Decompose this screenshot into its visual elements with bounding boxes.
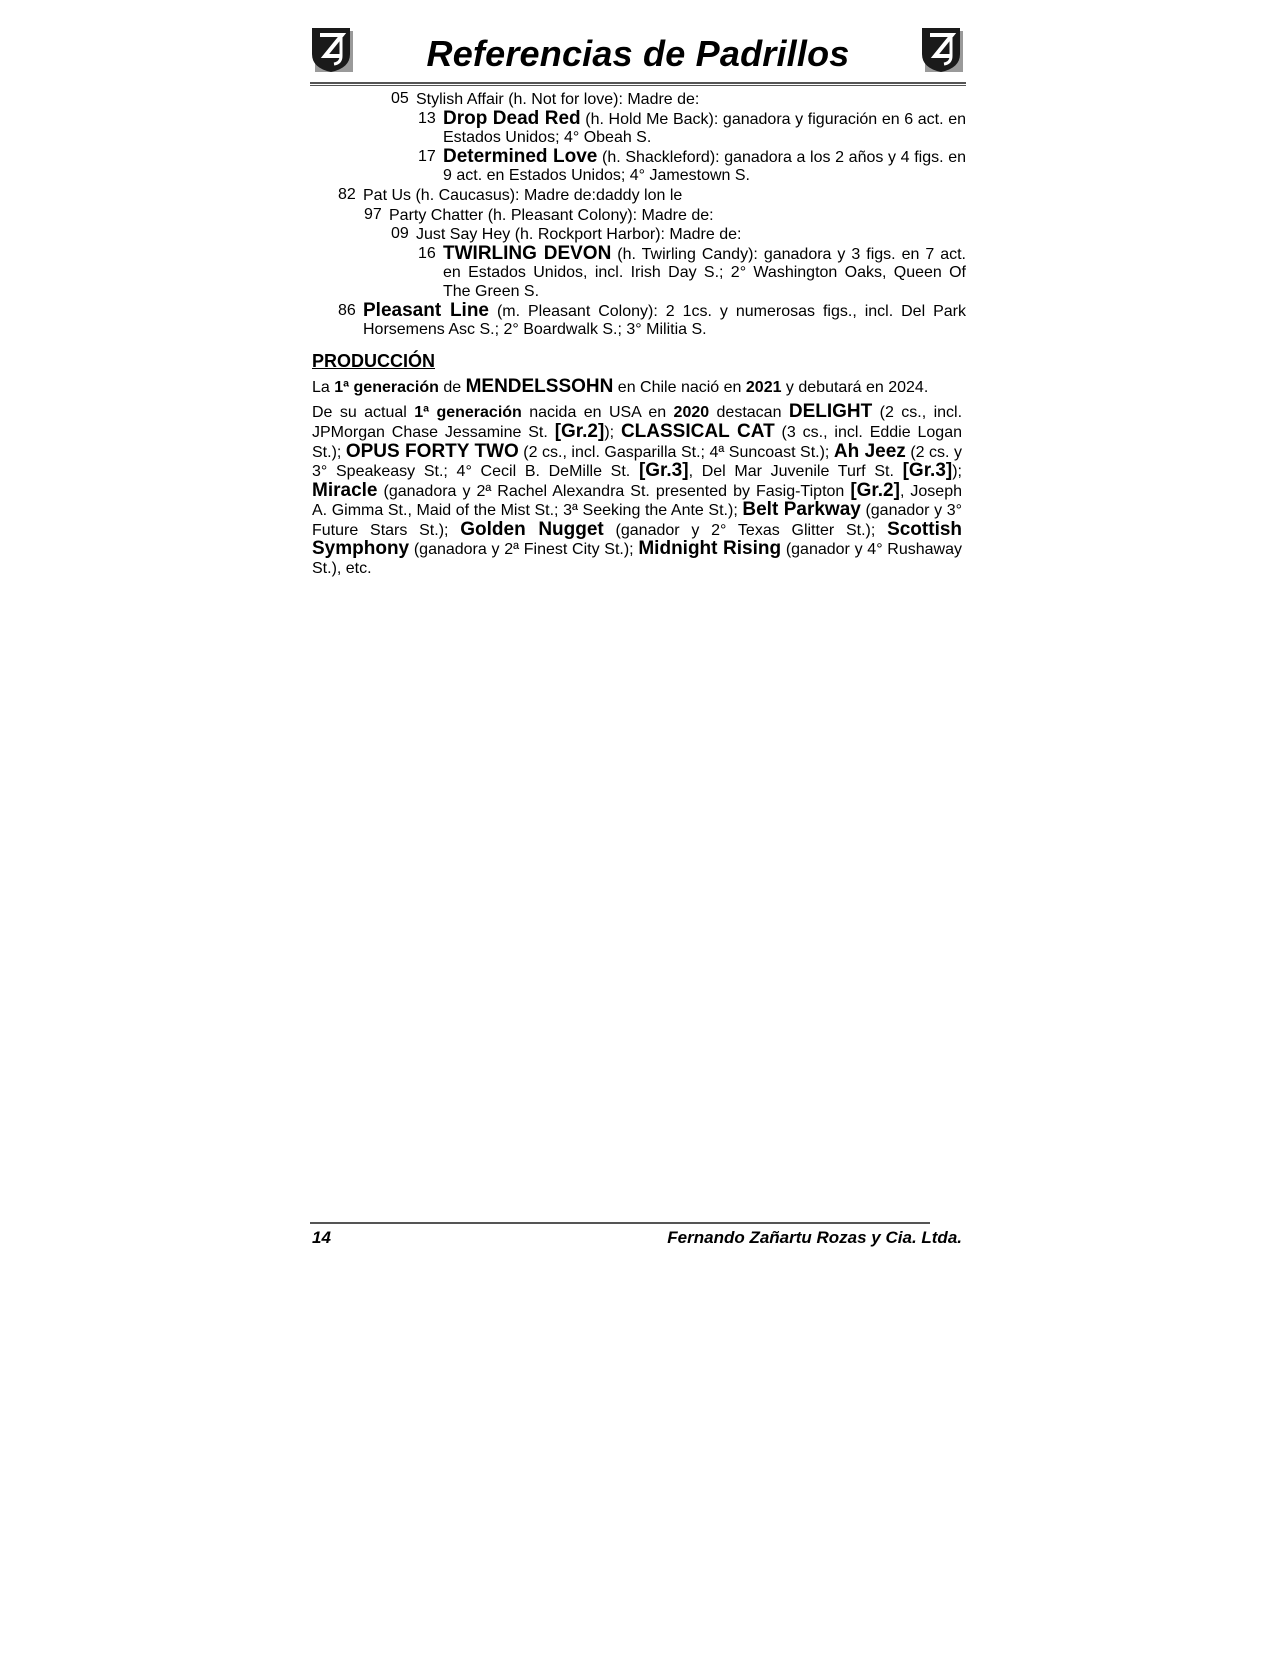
header-divider [310, 82, 966, 86]
entry-text: Stylish Affair (h. Not for love): Madre de: [416, 91, 700, 108]
pedigree-entry [310, 145, 967, 186]
text: La [312, 378, 335, 396]
grade-badge: [Gr.3] [902, 460, 953, 482]
production-heading: PRODUCCIÓN [312, 350, 436, 371]
grade-badge: [Gr.2] [850, 479, 900, 501]
text: (ganadora y 2ª Rachel Alexandra St. presented by Fasig-Tipton [377, 482, 851, 500]
horse-name: CLASSICAL CAT [620, 420, 775, 442]
horse-name: Determined Love [443, 145, 598, 167]
horse-name: Golden Nugget [460, 518, 604, 540]
entry-text: Pat Us (h. Caucasus): Madre de:daddy lon le [363, 186, 683, 204]
page-title: Referencias de Padrillos [426, 33, 850, 74]
page-number: 14 [312, 1228, 331, 1247]
entry-text: (h. Hold Me Back): ganadora y figuración en 6 act. en Estados Unidos; 4° Obeah S. [443, 110, 966, 147]
grade-badge: [Gr.3] [638, 460, 689, 482]
bold-text: 1ª generación [414, 404, 522, 422]
text: (2 cs., incl. JPMorgan Chase Jessamine St. [312, 404, 963, 441]
pedigree-entry [310, 186, 966, 206]
text: de [438, 378, 466, 396]
entry-year: 13 [418, 109, 436, 127]
pedigree-list [310, 90, 966, 340]
pedigree-entry [310, 225, 966, 245]
text: (2 cs. y 3° Speakeasy St.; 4° Cecil B. DeMille St. [312, 443, 963, 481]
text: nacida en USA en [521, 404, 674, 422]
page-footer [310, 1222, 966, 1248]
pedigree-entry [310, 206, 966, 226]
text: (2 cs., incl. Gasparilla St.; 4ª Suncoast St.); [518, 443, 834, 461]
pedigree-entry [310, 299, 966, 340]
horse-name: OPUS FORTY TWO [345, 440, 519, 462]
company-name: Fernando Zañartu Rozas y Cia. Ltda. [667, 1228, 962, 1247]
horse-name: Scottish Symphony [312, 518, 963, 560]
entry-text: (h. Twirling Candy): ganadora y 3 figs. en 7 act. en Estados Unidos, incl. Irish Day S.; 2° Washington Oaks, Queen Of The Green S. [443, 245, 966, 300]
stallion-name: MENDELSSOHN [465, 375, 614, 397]
production-paragraph-usa [310, 403, 966, 578]
pedigree-entry [310, 242, 966, 302]
text: De su actual [312, 404, 415, 422]
entry-text: Party Chatter (h. Pleasant Colony): Madre de: [389, 206, 714, 224]
entry-text: (h. Shackleford): ganadora a los 2 años y 4 figs. en 9 act. en Estados Unidos; 4° Jamestown S. [443, 148, 967, 185]
entry-year: 16 [418, 244, 436, 262]
horse-name: Midnight Rising [638, 538, 782, 560]
entry-year: 17 [418, 147, 436, 165]
zanartu-crest-logo-right [920, 26, 966, 74]
text: (3 cs., incl. Eddie Logan St.); [312, 423, 962, 461]
bold-text: 2021 [745, 378, 782, 396]
footer-divider [310, 1222, 930, 1224]
entry-text: Just Say Hey (h. Rockport Harbor): Madre de: [416, 226, 742, 244]
text: (ganador y 4° Rushaway St.), etc. [312, 541, 963, 578]
entry-year: 86 [338, 301, 356, 319]
horse-name: Ah Jeez [833, 440, 906, 462]
text: en Chile nació en [613, 378, 746, 396]
text: ); [604, 423, 621, 441]
horse-name: Pleasant Line [363, 299, 489, 321]
entry-year: 82 [338, 185, 356, 203]
text: (ganadora y 2ª Finest City St.); [409, 541, 639, 559]
entry-year: 09 [391, 225, 409, 243]
horse-name: Drop Dead Red [443, 107, 581, 129]
text: (ganador y 2° Texas Glitter St.); [603, 521, 888, 539]
text: ); [952, 463, 962, 481]
entry-year: 97 [364, 205, 382, 223]
horse-name: DELIGHT [788, 401, 873, 423]
document-page [310, 20, 966, 579]
text: destacan [709, 404, 789, 422]
text: (ganador y 3° Future Stars St.); [312, 502, 962, 539]
page-header [310, 20, 966, 82]
text: y debutará en 2024. [781, 378, 929, 396]
pedigree-entry [310, 90, 966, 110]
horse-name: TWIRLING DEVON [443, 242, 612, 264]
entry-text: (m. Pleasant Colony): 2 1cs. y numerosas figs., incl. Del Park Horsemens Asc S.; 2° Boardwalk S.; 3° Militia S. [363, 302, 966, 339]
horse-name: Belt Parkway [742, 499, 861, 521]
horse-name: Miracle [312, 479, 378, 501]
text: , Joseph A. Gimma St., Maid of the Mist St.; 3ª Seeking the Ante St.); [312, 482, 963, 520]
pedigree-entry [310, 107, 966, 148]
bold-text: 1ª generación [334, 378, 439, 396]
grade-badge: [Gr.2] [554, 420, 605, 442]
bold-text: 2020 [673, 404, 710, 422]
production-paragraph-chile [310, 375, 966, 398]
entry-year: 05 [391, 90, 409, 107]
footer-row [310, 1228, 966, 1248]
text: , Del Mar Juvenile Turf St. [688, 463, 903, 481]
